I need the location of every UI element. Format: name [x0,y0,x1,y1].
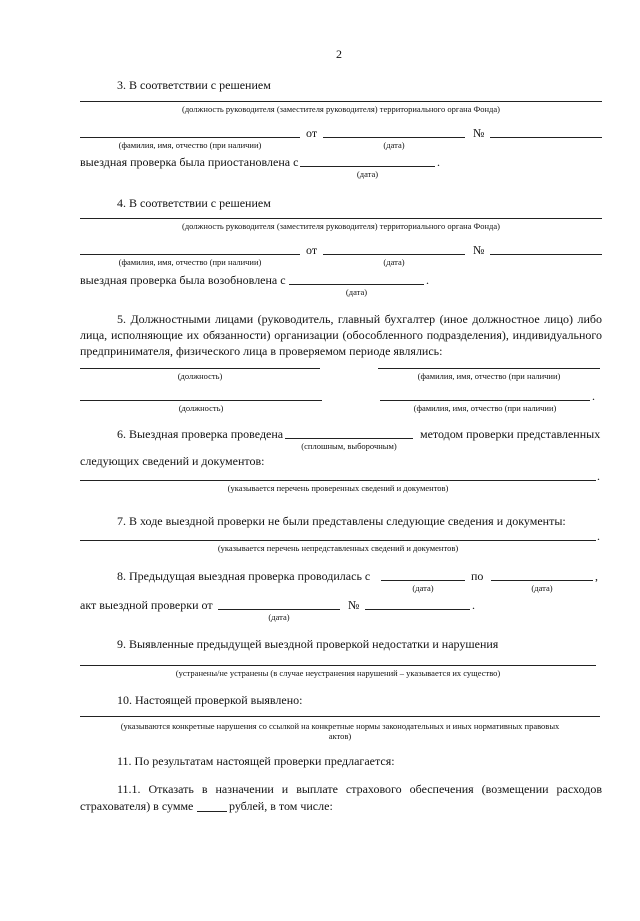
position-caption: (должность) [177,371,223,381]
position-line [80,218,602,219]
page-number: 2 [336,47,342,61]
section-11-1-text: 11.1. Отказать в назначении и выплате страхового обеспечения (возмещении расходов [117,782,602,796]
date-caption: (дата) [383,140,405,150]
section-6-text-line2: следующих сведений и документов: [80,454,265,468]
position-caption: (должность) [178,403,224,413]
documents-caption: (указывается перечень проверенных сведений и документов) [227,483,449,493]
fio-line [378,368,600,369]
from-label: от [306,126,318,140]
number-line [490,254,602,255]
date-to-line [491,580,593,581]
position-line [80,400,322,401]
from-label: от [306,243,318,257]
period: . [597,469,600,483]
period: . [597,529,600,543]
comma: , [595,569,598,583]
findings-line [80,716,600,717]
fio-caption: (фамилия, имя, отчество (при наличии) [417,371,561,381]
section-4-heading: 4. В соответствии с решением [117,196,271,210]
documents-line [80,480,596,481]
period: . [472,598,475,612]
section-5-text: 5. Должностными лицами (руководитель, главный бухгалтер (иное должностное лицо) либо лица, исполняющие их обязанности) организации (обособленного подразделения), индивидуального предпринимателя, физического лица в проверяемом периоде являлись: [80,312,602,358]
amount-line [197,811,227,812]
suspend-date-line [300,166,435,167]
fio-caption: (фамилия, имя, отчество (при наличии) [118,140,262,150]
fio-line [80,137,300,138]
section-6-text-cont: методом проверки представленных [420,427,601,441]
fio-caption: (фамилия, имя, отчество (при наличии) [118,257,262,267]
section-7-text: 7. В ходе выездной проверки не были представлены следующие сведения и документы: [117,514,566,528]
violations-line [80,665,596,666]
section-8-text: 8. Предыдущая выездная проверка проводилась с [117,569,371,583]
to-label: по [471,569,484,583]
fio-line [380,400,590,401]
date-line [323,137,465,138]
date-line [323,254,465,255]
position-caption: (должность руководителя (заместителя руководителя) территориального органа Фонда) [182,104,500,114]
section-10-text: 10. Настоящей проверкой выявлено: [117,693,303,707]
period: . [426,273,429,287]
number-sign: № [348,598,360,612]
date-caption: (дата) [383,257,405,267]
date-from-line [381,580,465,581]
violations-caption: (устранены/не устранены (в случае неустранения нарушений – указывается их существо) [175,668,501,678]
documents-caption: (указывается перечень непредставленных сведений и документов) [217,543,459,553]
section-11-text: 11. По результатам настоящей проверки предлагается: [117,754,395,768]
date-from-caption: (дата) [412,583,434,593]
suspend-date-caption: (дата) [356,169,379,179]
number-line [490,137,602,138]
suspended-text: выездная проверка была приостановлена с [80,155,299,169]
section-9-text: 9. Выявленные предыдущей выездной проверкой недостатки и нарушения [117,637,499,651]
position-line [80,101,602,102]
act-date-line [218,609,340,610]
section-11-1-text-line2: страхователя) в сумме [80,799,194,813]
date-to-caption: (дата) [531,583,553,593]
fio-caption: (фамилия, имя, отчество (при наличии) [413,403,557,413]
period: . [592,389,595,403]
act-text: акт выездной проверки от [80,598,213,612]
fio-line [80,254,300,255]
method-caption: (сплошным, выборочным) [301,441,397,451]
resume-date-line [289,284,424,285]
section-3-heading: 3. В соответствии с решением [117,78,271,92]
number-sign: № [473,126,485,140]
findings-caption: (указываются конкретные нарушения со ссылкой на конкретные нормы законодательных и иных нормативных правовых [120,721,560,731]
number-sign: № [473,243,485,257]
act-date-caption: (дата) [268,612,290,622]
section-11-1-text-line2-cont: рублей, в том числе: [229,799,333,813]
resumed-text: выездная проверка была возобновлена с [80,273,286,287]
position-caption: (должность руководителя (заместителя руководителя) территориального органа Фонда) [182,221,500,231]
resume-date-caption: (дата) [345,287,368,297]
documents-line [80,540,596,541]
position-line [80,368,320,369]
section-6-text: 6. Выездная проверка проведена [117,427,284,441]
findings-caption-cont: актов) [328,731,352,741]
act-number-line [365,609,470,610]
method-line [285,438,413,439]
period: . [437,155,440,169]
